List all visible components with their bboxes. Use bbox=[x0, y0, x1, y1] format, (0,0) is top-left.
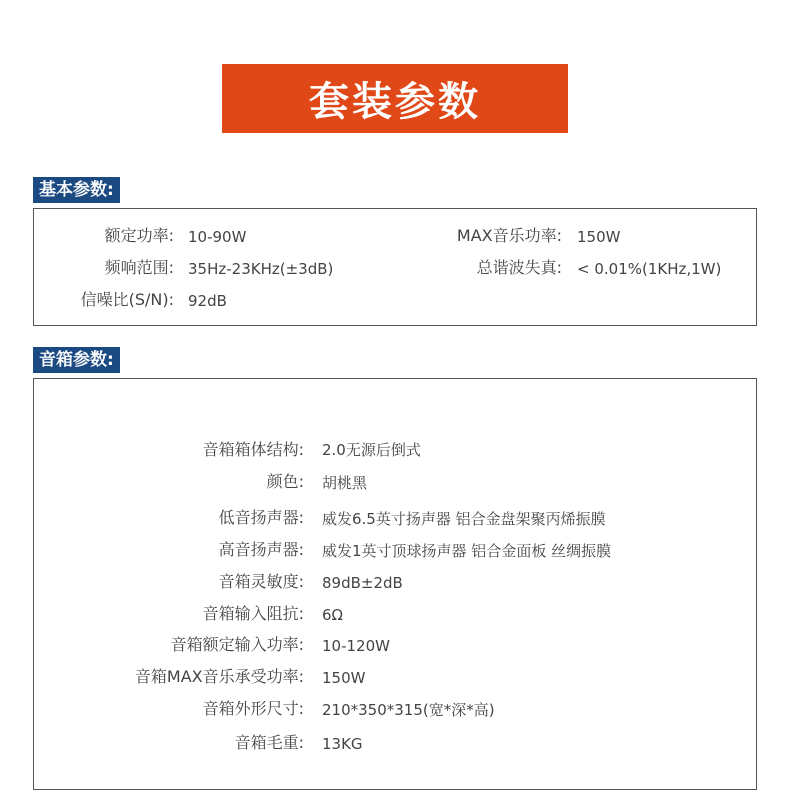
frequency-response-value: 35Hz-23KHz(±3dB) bbox=[188, 260, 334, 278]
frequency-response-label: 频响范围: bbox=[104, 258, 174, 277]
thd-label: 总谐波失真: bbox=[476, 258, 562, 277]
gross-weight-value: 13KG bbox=[322, 735, 363, 753]
woofer-value: 威发6.5英寸扬声器 铝合金盘架聚丙烯振膜 bbox=[322, 510, 606, 528]
max-music-power-value: 150W bbox=[577, 228, 621, 246]
cabinet-structure-value: 2.0无源后倒式 bbox=[322, 441, 421, 459]
impedance-label: 音箱输入阻抗: bbox=[202, 604, 304, 623]
tweeter-label: 高音扬声器: bbox=[218, 540, 304, 559]
max-power-handling-label: 音箱MAX音乐承受功率: bbox=[134, 667, 304, 686]
color-label: 颜色: bbox=[266, 472, 304, 491]
rated-input-power-label: 音箱额定输入功率: bbox=[170, 635, 304, 654]
max-power-handling-value: 150W bbox=[322, 669, 366, 687]
speaker-params-box bbox=[33, 378, 757, 790]
page-title-banner: 套装参数 bbox=[222, 64, 568, 133]
tweeter-value: 威发1英寸顶球扬声器 铝合金面板 丝绸振膜 bbox=[322, 542, 612, 560]
snr-label: 信噪比(S/N): bbox=[80, 290, 174, 309]
sensitivity-value: 89dB±2dB bbox=[322, 574, 403, 592]
gross-weight-label: 音箱毛重: bbox=[234, 733, 304, 752]
max-music-power-label: MAX音乐功率: bbox=[456, 226, 562, 245]
dimensions-label: 音箱外形尺寸: bbox=[202, 699, 304, 718]
rated-power-value: 10-90W bbox=[188, 228, 247, 246]
rated-input-power-value: 10-120W bbox=[322, 637, 390, 655]
speaker-params-tag: 音箱参数: bbox=[33, 347, 120, 373]
thd-value: < 0.01%(1KHz,1W) bbox=[577, 260, 722, 278]
woofer-label: 低音扬声器: bbox=[218, 508, 304, 527]
basic-params-box bbox=[33, 208, 757, 326]
dimensions-value: 210*350*315(宽*深*高) bbox=[322, 701, 495, 719]
impedance-value: 6Ω bbox=[322, 606, 344, 624]
rated-power-label: 额定功率: bbox=[104, 226, 174, 245]
cabinet-structure-label: 音箱箱体结构: bbox=[202, 440, 304, 459]
sensitivity-label: 音箱灵敏度: bbox=[218, 572, 304, 591]
snr-value: 92dB bbox=[188, 292, 227, 310]
color-value: 胡桃黑 bbox=[322, 474, 368, 492]
basic-params-tag: 基本参数: bbox=[33, 177, 120, 203]
